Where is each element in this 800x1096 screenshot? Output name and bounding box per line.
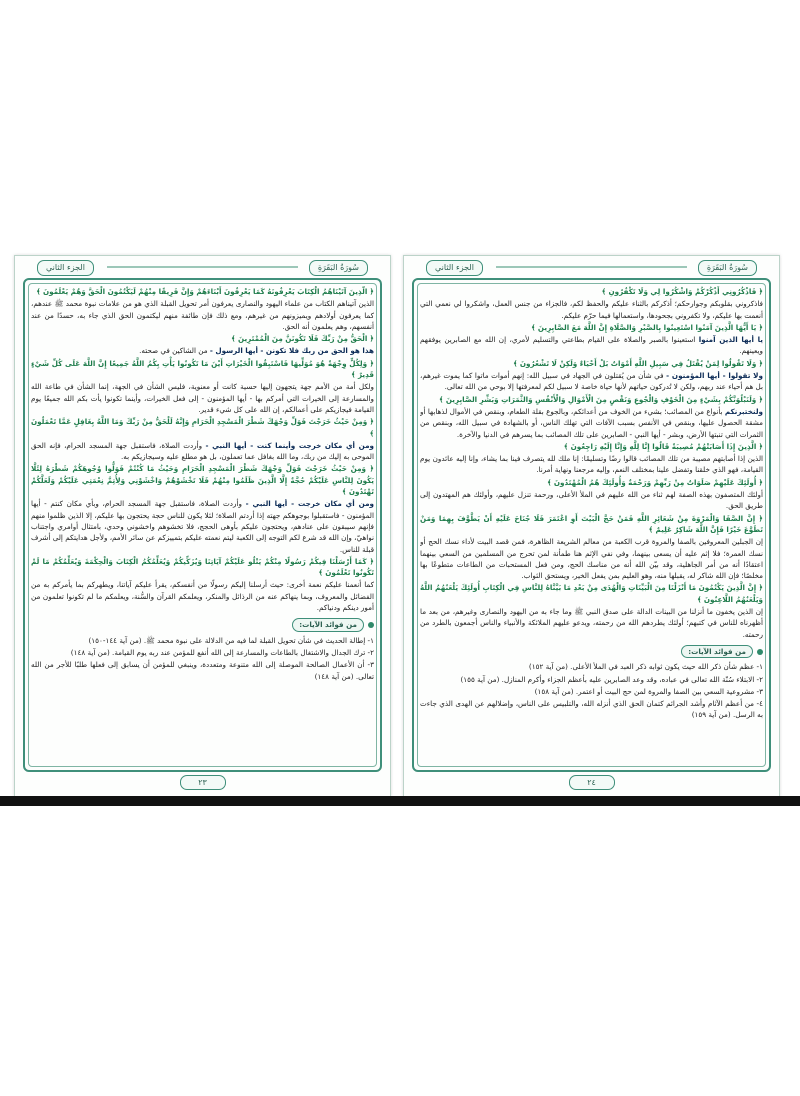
benefit-item: ٣- أن الأعمال الصالحة الموصلة إلى الله متنوعة ومتعددة، وينبغي للمؤمن أن يسابق إلى فعلها طلبًا للأجر من الله تعالى. (من آية ١٤٨): [31, 660, 374, 681]
bullet-icon: [757, 649, 763, 655]
quran-verse: ﴿ إِنَّ الَّذِينَ يَكْتُمُونَ مَا أَنْزَلْنَا مِنَ الْبَيِّنَاتِ وَالْهُدَى مِنْ بَعْدِ مَا بَيَّنَّاهُ لِلنَّاسِ فِي الْكِتَابِ أُولَئِكَ يَلْعَنُهُمُ اللَّهُ وَيَلْعَنُهُمُ اللَّاعِنُونَ ﴾: [420, 583, 763, 604]
quran-verse: ﴿ الَّذِينَ إِذَا أَصَابَتْهُمْ مُصِيبَةٌ قَالُوا إِنَّا لِلَّهِ وَإِنَّا إِلَيْهِ رَاجِعُونَ ﴾: [563, 441, 763, 451]
tafsir-paragraph: [31, 498, 374, 554]
tafsir-paragraph: فاذكروني بقلوبكم وجوارحكم؛ أذكركم بالثناء عليكم والحفظ لكم، فالجزاء من جنس العمل، واشكروا لي نعمي التي أنعمت بها عليكم، ولا تكفروني بجحودها، واستعمالها فيما حرّم عليكم.: [420, 299, 763, 320]
tafsir-text: في شأن من يُقتلون في الجهاد في سبيل الله: إنهم أموات ماتوا كما يموت غيرهم، بل هم أحياء عند ربهم، ولكن لا تُدركون حياتهم لأنها حياة خاصة لا سبيل لكم لمعرفتها إلا بوحي من الله تعالى.: [420, 371, 763, 392]
tafsir-paragraph: [31, 440, 374, 463]
quran-verse: ﴿ أُولَئِكَ عَلَيْهِمْ صَلَوَاتٌ مِنْ رَبِّهِمْ وَرَحْمَةٌ وَأُولَئِكَ هُمُ الْمُهْتَدُونَ ﴾: [547, 477, 763, 487]
bullet-icon: [368, 622, 374, 628]
tafsir-paragraph: [420, 406, 763, 440]
page-body: [31, 286, 374, 766]
tafsir-text: استعينوا بالصبر والصلاة على القيام بطاعتي والتسليم لأمري، إن الله مع الصابرين يوفقهم ويعينهم.: [420, 335, 763, 356]
benefits-title: من فوائد الآيات:: [681, 645, 753, 658]
benefits-heading: [31, 614, 374, 633]
tafsir-paragraph: الذين آتيناهم الكتاب من علماء اليهود والنصارى يعرفون أمر تحويل القبلة الذي هو من علامات نبوة محمد ﷺ عندهم، كما يعرفون أولادهم ويميزونهم من غيرهم، ومع ذلك فإن طائفة منهم ليكتمون الحق الذي جاء به، حسدًا من عند أنفسهم، وهم يعلمون أنه الحق.: [31, 299, 374, 331]
tafsir-lead: ومن أي مكان خرجت - أيها النبي -: [245, 499, 374, 509]
benefit-item: ١- إطالة الحديث في شأن تحويل القبلة لما فيه من الدلالة على نبوة محمد ﷺ. (من آية ١٤٤-١٥٠): [88, 635, 374, 645]
right-page: [403, 255, 780, 797]
tafsir-text: وأردت الصلاة، فاستقبل جهة المسجد الحرام، وبأي مكان كنتم - أيها المؤمنون - فاستقبلوا بوجوهكم جهته إذا أردتم الصلاة؛ لئلا يكون للناس حجة يحتجون بها عليكم، إلا الذين ظلموا منهم فإنهم سيبقون على عنادهم، ويحتجون عليكم بأوهى الحجج، فلا تخشوهم واخشوني وحدي، بامتثال أوامري واجتناب نواهيّ، وإن الله قد شرع لكم التوجه إلى الكعبة ليتم نعمته عليكم بتمييزكم عن سائر الأمم، ولأجل هدايتكم إلى أشرف قبلة للناس.: [31, 499, 374, 554]
quran-verse: ﴿ كَمَا أَرْسَلْنَا فِيكُمْ رَسُولًا مِنْكُمْ يَتْلُو عَلَيْكُمْ آيَاتِنَا وَيُزَكِّيكُمْ وَيُعَلِّمُكُمُ الْكِتَابَ وَالْحِكْمَةَ وَيُعَلِّمُكُمْ مَا لَمْ تَكُونُوا تَعْلَمُونَ ﴾: [31, 556, 374, 578]
juz-label: الجزء الثاني: [37, 260, 94, 276]
quran-verse: ﴿ الَّذِينَ آتَيْنَاهُمُ الْكِتَابَ يَعْرِفُونَهُ كَمَا يَعْرِفُونَ أَبْنَاءَهُمْ وَإِنَّ فَرِيقًا مِنْهُمْ لَيَكْتُمُونَ الْحَقَّ وَهُمْ يَعْلَمُونَ ﴾: [36, 287, 374, 296]
benefit-item: ٢- الابتلاء سُنّة الله تعالى في عباده، وقد وعد الصابرين عليه بأعظم الجزاء وأكرم المنازل. (من آية ١٥٥): [460, 674, 763, 684]
surah-name-label: سُورَةُ البَقَرَةِ: [698, 260, 757, 276]
juz-label: الجزء الثاني: [426, 260, 483, 276]
tafsir-lead: ومن أي مكان خرجت وأينما كنت - أيها النبي -: [205, 440, 374, 450]
tafsir-text: من الشاكين في صحته.: [139, 346, 210, 356]
tafsir-text: وأردت الصلاة، فاستقبل جهة المسجد الحرام، فإنه الحق الموحى به إليك من ربك، وما الله بغافل عما تعملون، بل هو مطلع عليه وسيجازيكم به.: [31, 440, 374, 462]
quran-verse: ﴿ وَلَنَبْلُوَنَّكُمْ بِشَيْءٍ مِنَ الْخَوْفِ وَالْجُوعِ وَنَقْصٍ مِنَ الْأَمْوَالِ وَالْأَنْفُسِ وَالثَّمَرَاتِ وَبَشِّرِ الصَّابِرِينَ ﴾: [439, 394, 763, 404]
tafsir-text: بأنواع من المصائب؛ بشيء من الخوف من أعدائكم، وبالجوع بقلة الطعام، وبنقص في الأموال لذهابها أو مشقة الحصول عليها، وبنقص في الأنفس بسبب الآفات التي تهلك الناس، أو بالشهادة في سبيل الله، وبنقص من الثمرات التي تنبتها الأرض، وبشر - أيها النبي - الصابرين على تلك المصائب بما يسرهم في الدنيا والآخرة.: [420, 406, 763, 439]
page-body: [420, 286, 763, 766]
benefits-title: من فوائد الآيات:: [292, 618, 364, 631]
tafsir-paragraph: إن الذين يخفون ما أنزلنا من البينات الدالة على صدق النبي ﷺ وما جاء به من اليهود والنصارى وغيرهم، من بعد ما أظهرناه للناس في كتبهم؛ أولئك يطردهم الله من رحمته، ويدعو عليهم الملائكة والأنبياء والناس أجمعون بالطرد من رحمته.: [420, 607, 763, 639]
page-number: ٢٣: [180, 775, 226, 790]
quran-verse: ﴿ وَمِنْ حَيْثُ خَرَجْتَ فَوَلِّ وَجْهَكَ شَطْرَ الْمَسْجِدِ الْحَرَامِ وَإِنَّهُ لَلْحَقُّ مِنْ رَبِّكَ وَمَا اللَّهُ بِغَافِلٍ عَمَّا تَعْمَلُونَ ﴾: [31, 417, 374, 438]
benefit-item: ٢- ترك الجدال والاشتغال بالطاعات والمسارعة إلى الله أنفع للمؤمن عند ربه يوم القيامة. (من آية ١٤٨): [70, 647, 374, 657]
tafsir-lead: يا أيها الذين آمنوا: [698, 335, 763, 345]
tafsir-paragraph: [420, 334, 763, 357]
quran-verse: ﴿ الْحَقُّ مِنْ رَبِّكَ فَلَا تَكُونَنَّ مِنَ الْمُمْتَرِينَ ﴾: [231, 334, 374, 344]
quran-verse: ﴿ وَلِكُلٍّ وِجْهَةٌ هُوَ مُوَلِّيهَا فَاسْتَبِقُوا الْخَيْرَاتِ أَيْنَ مَا تَكُونُوا يَأْتِ بِكُمُ اللَّهُ جَمِيعًا إِنَّ اللَّهَ عَلَى كُلِّ شَيْءٍ قَدِيرٌ ﴾: [31, 358, 374, 380]
quran-verse: ﴿ إِنَّ الصَّفَا وَالْمَرْوَةَ مِنْ شَعَائِرِ اللَّهِ فَمَنْ حَجَّ الْبَيْتَ أَوِ اعْتَمَرَ فَلَا جُنَاحَ عَلَيْهِ أَنْ يَطَّوَّفَ بِهِمَا وَمَنْ تَطَوَّعَ خَيْرًا فَإِنَّ اللَّهَ شَاكِرٌ عَلِيمٌ ﴾: [420, 513, 763, 534]
tafsir-lead: ولنختبرنكم: [724, 406, 763, 416]
tafsir-paragraph: [420, 370, 763, 393]
benefit-item: ٤- من أعظم الآثام وأشد الجرائم كتمان الحق الذي أنزله الله، والتلبيس على الناس، وإضلالهم عن الهدى الذي جاءت به الرسل. (من آية ١٥٩): [420, 699, 763, 720]
tafsir-paragraph: أولئك المتصفون بهذه الصفة لهم ثناء من الله عليهم في الملأ الأعلى، ورحمة تنزل عليهم، وأولئك هم المهتدون إلى طريق الحق.: [420, 490, 763, 511]
header-ornament: [496, 266, 687, 268]
page-header: [426, 260, 757, 276]
tafsir-lead: ولا تقولوا - أيها المؤمنون -: [666, 371, 763, 381]
tafsir-paragraph: إن الجبلين المعروفين بالصفا والمروة قرب الكعبة من معالم الشريعة الظاهرة، فمن قصد البيت لأداء نسك الحج أو نسك العمرة؛ فلا إثم عليه أن يسعى بينهما، وفي نفي الإثم هنا طمأنة لمن تحرج من المسلمين من السعي بينهما اعتقادًا أنه من أمر الجاهلية، وقد بيّن الله أنه من مناسك الحج، ومن فعل المستحبات من الطاعات متطوعًا بها مخلصًا؛ فإن الله شاكر له، يقبلها منه، وهو العليم بمن يفعل الخير، ويستحق الثواب.: [420, 537, 763, 581]
tafsir-paragraph: الذين إذا أصابتهم مصيبة من تلك المصائب قالوا رضًا وتسليمًا: إنا ملك لله يتصرف فينا بما يشاء، وإنا إليه عائدون يوم القيامة، فهو الذي خلقنا وتفضل علينا بمختلف النعم، وإليه مرجعنا ونهاية أمرنا.: [420, 454, 763, 475]
page-header: [37, 260, 368, 276]
tafsir-paragraph: كما أنعمنا عليكم نعمة أخرى: حيث أرسلنا إليكم رسولًا من أنفسكم، يقرأ عليكم آياتنا، ويطهركم بما يأمركم به من الفضائل والمعروف، وبما ينهاكم عنه من الرذائل والمنكر، ويعلمكم القرآن والسُّنة، ويعلمكم ما لم تكونوا تعلمون من أمور دينكم ودنياكم.: [31, 580, 374, 613]
tafsir-lead: هذا هو الحق من ربك فلا تكونن - أيها الرسول -: [209, 346, 374, 356]
quran-verse: ﴿ فَاذْكُرُونِي أَذْكُرْكُمْ وَاشْكُرُوا لِي وَلَا تَكْفُرُونِ ﴾: [601, 287, 763, 296]
quran-verse: ﴿ وَلَا تَقُولُوا لِمَنْ يُقْتَلُ فِي سَبِيلِ اللَّهِ أَمْوَاتٌ بَلْ أَحْيَاءٌ وَلَكِنْ لَا تَشْعُرُونَ ﴾: [513, 358, 763, 368]
tafsir-paragraph: [31, 345, 374, 356]
benefit-item: ٣- مشروعية السعي بين الصفا والمروة لمن حج البيت أو اعتمر. (من آية ١٥٨): [534, 686, 763, 696]
header-ornament: [107, 266, 298, 268]
tafsir-paragraph: ولكل أمة من الأمم جهة يتجهون إليها حسية كانت أو معنوية، فليس الشأن في الجهة، إنما الشأن في طاعة الله والمسارعة إلى الخيرات التي أمركم بها - أيها المؤمنون - إلى فعل الخيرات، وأينما تكونوا يأت بكم الله جميعًا يوم القيامة فيجازيكم على أعمالكم، إن الله على كل شيء قدير.: [31, 382, 374, 414]
quran-verse: ﴿ وَمِنْ حَيْثُ خَرَجْتَ فَوَلِّ وَجْهَكَ شَطْرَ الْمَسْجِدِ الْحَرَامِ وَحَيْثُ مَا كُنْتُمْ فَوَلُّوا وُجُوهَكُمْ شَطْرَهُ لِئَلَّا يَكُونَ لِلنَّاسِ عَلَيْكُمْ حُجَّةٌ إِلَّا الَّذِينَ ظَلَمُوا مِنْهُمْ فَلَا تَخْشَوْهُمْ وَاخْشَوْنِي وَلِأُتِمَّ نِعْمَتِي عَلَيْكُمْ وَلَعَلَّكُمْ تَهْتَدُونَ ﴾: [31, 464, 374, 497]
surah-name-label: سُورَةُ البَقَرَةِ: [309, 260, 368, 276]
bottom-black-bar: [0, 796, 800, 806]
benefits-heading: [420, 641, 763, 660]
quran-verse: ﴿ يَا أَيُّهَا الَّذِينَ آمَنُوا اسْتَعِينُوا بِالصَّبْرِ وَالصَّلَاةِ إِنَّ اللَّهَ مَعَ الصَّابِرِينَ ﴾: [531, 322, 763, 332]
page-number: ٢٤: [569, 775, 615, 790]
benefit-item: ١- عظم شأن ذكر الله حيث يكون ثوابه ذكر العبد في الملأ الأعلى. (من آية ١٥٢): [528, 662, 763, 672]
left-page: [14, 255, 391, 797]
